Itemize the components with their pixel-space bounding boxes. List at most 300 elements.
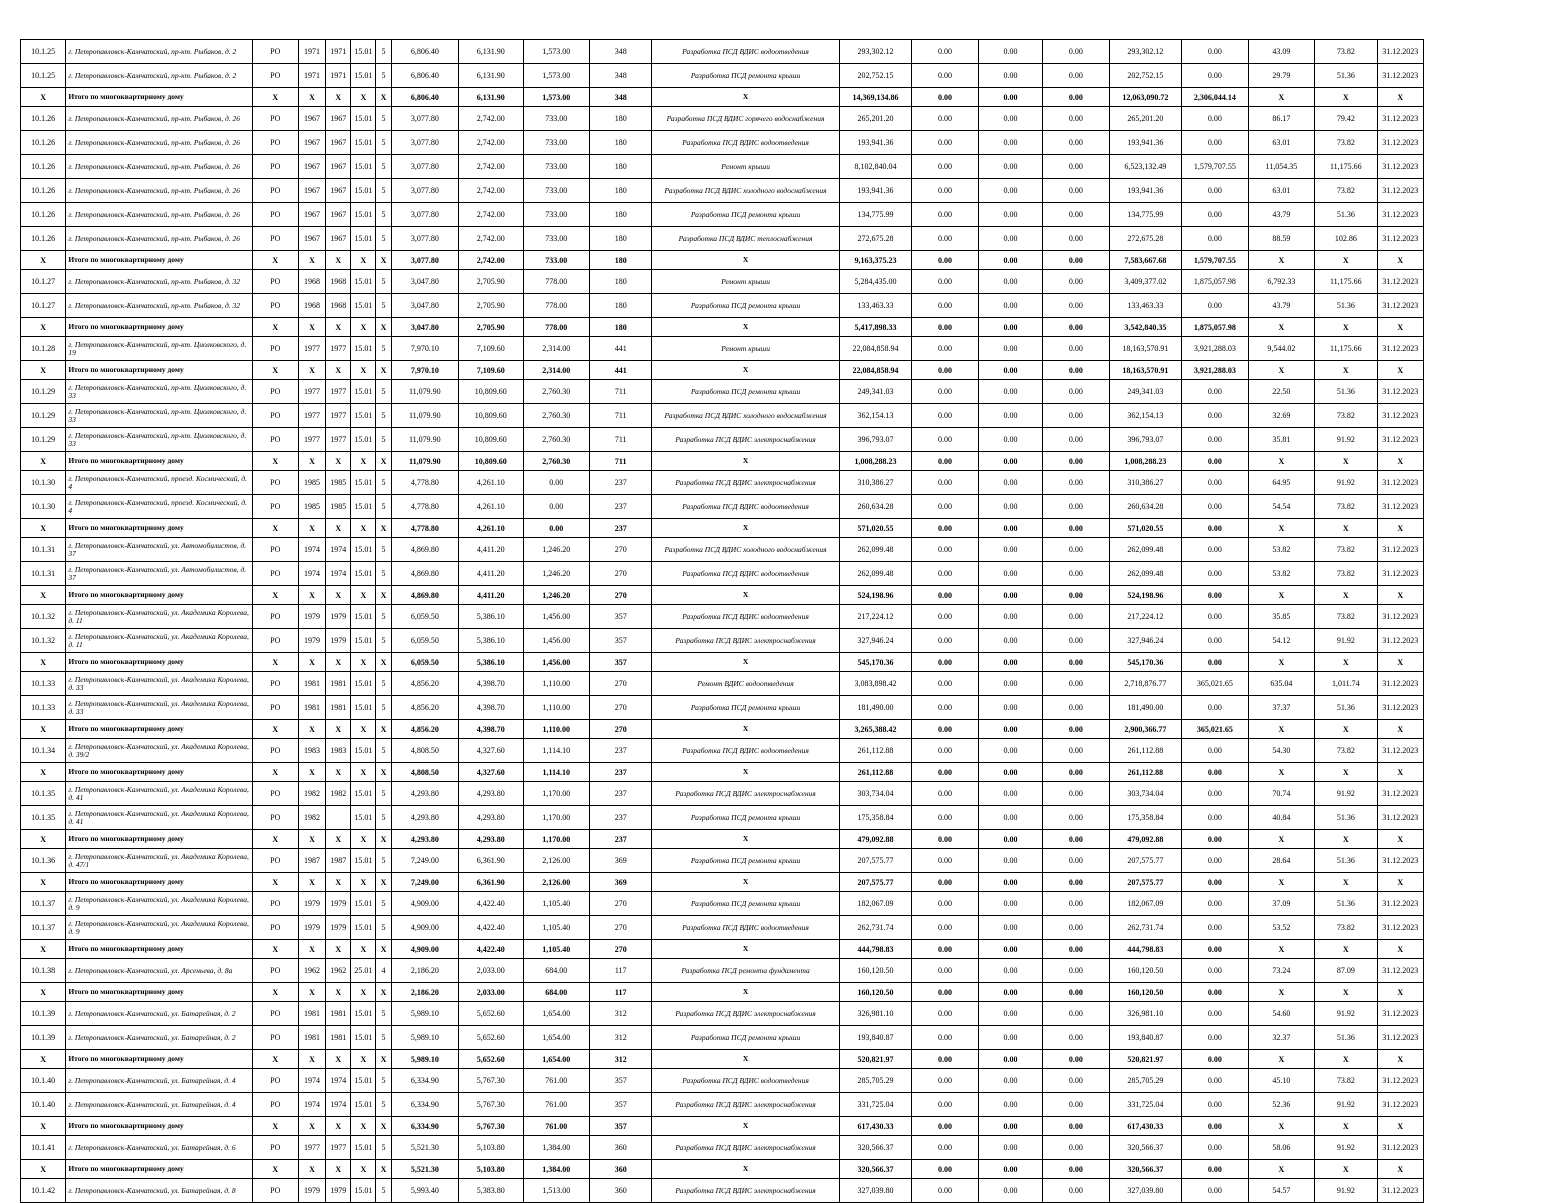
cell-wall-code: X	[351, 519, 376, 538]
cell-floors: 5	[376, 471, 391, 495]
cell-fund-other: 0.00	[1182, 519, 1248, 538]
cell-id: 10.1.34	[21, 739, 66, 763]
cell-cost-total: 3,083,898.42	[839, 672, 912, 696]
cell-residents: 357	[589, 1117, 651, 1136]
cell-residents: 237	[589, 782, 651, 806]
cell-cost-total: 175,358.84	[839, 806, 912, 830]
cell-fund-local: 0.00	[1043, 696, 1109, 720]
cell-fund-federal: 0.00	[912, 227, 978, 251]
cell-fund-other: 0.00	[1182, 179, 1248, 203]
cell-ro: РО	[252, 380, 298, 404]
cell-wall-code: 15.01	[351, 203, 376, 227]
cell-commission-year: X	[326, 586, 351, 605]
cell-fund-owners: 262,731.74	[1109, 916, 1182, 940]
cell-fund-federal: 0.00	[912, 849, 978, 873]
cell-id: X	[21, 519, 66, 538]
cell-limit-per-m2: X	[1315, 1050, 1377, 1069]
cell-area-total: 4,869.80	[391, 538, 458, 562]
cell-deadline: 31.12.2023	[1377, 270, 1423, 294]
cell-residents: 180	[589, 107, 651, 131]
cell-fund-federal: 0.00	[912, 131, 978, 155]
cell-cost-total: 14,369,134.86	[839, 88, 912, 107]
cell-work-type: Разработка ПСД ВДИС электроснабжения	[652, 1179, 839, 1203]
cell-fund-other: 0.00	[1182, 1069, 1248, 1093]
cell-id: 10.1.30	[21, 471, 66, 495]
table-row	[21, 696, 1424, 720]
cell-limit-per-m2: 11,175.66	[1315, 270, 1377, 294]
cell-commission-year: 1967	[326, 179, 351, 203]
cell-floors: 5	[376, 495, 391, 519]
cell-cost-per-m2: 63.01	[1248, 131, 1314, 155]
cell-fund-owners: 18,163,570.91	[1109, 337, 1182, 361]
cell-address: г. Петропавловск-Камчатский, ул. Академика Королева, д. 9	[66, 892, 252, 916]
cell-id: X	[21, 88, 66, 107]
cell-area-living: 4,327.60	[459, 763, 523, 782]
cell-deadline: X	[1377, 88, 1423, 107]
cell-area-living: 2,033.00	[459, 983, 523, 1002]
cell-work-type: Разработка ПСД ремонта крыши	[652, 1026, 839, 1050]
cell-build-year: 1967	[298, 179, 325, 203]
cell-id: 10.1.32	[21, 629, 66, 653]
cell-area-living: 6,131.90	[459, 88, 523, 107]
cell-fund-other: 0.00	[1182, 380, 1248, 404]
cell-fund-local: 0.00	[1043, 270, 1109, 294]
cell-build-year: 1974	[298, 1093, 325, 1117]
cell-wall-code: 15.01	[351, 40, 376, 64]
cell-area-common: 733.00	[523, 107, 589, 131]
cell-floors: X	[376, 983, 391, 1002]
cell-cost-total: 193,840.87	[839, 1026, 912, 1050]
cell-area-common: 1,246.20	[523, 562, 589, 586]
cell-fund-other: 0.00	[1182, 294, 1248, 318]
cell-limit-per-m2: 102.86	[1315, 227, 1377, 251]
cell-residents: 711	[589, 380, 651, 404]
cell-ro: X	[252, 452, 298, 471]
cell-floors: 5	[376, 538, 391, 562]
cell-floors: 4	[376, 959, 391, 983]
cell-residents: 270	[589, 892, 651, 916]
cell-area-total: 5,989.10	[391, 1050, 458, 1069]
cell-cost-per-m2: X	[1248, 1160, 1314, 1179]
cell-cost-per-m2: 35.81	[1248, 428, 1314, 452]
cell-fund-federal: 0.00	[912, 107, 978, 131]
cell-deadline: 31.12.2023	[1377, 806, 1423, 830]
cell-area-living: 7,109.60	[459, 361, 523, 380]
cell-cost-total: 193,941.36	[839, 179, 912, 203]
cell-work-type: Разработка ПСД ВДИС электроснабжения	[652, 471, 839, 495]
cell-wall-code: X	[351, 1117, 376, 1136]
cell-limit-per-m2: 73.82	[1315, 916, 1377, 940]
cell-deadline: 31.12.2023	[1377, 1002, 1423, 1026]
cell-residents: 348	[589, 64, 651, 88]
cell-cost-total: 160,120.50	[839, 983, 912, 1002]
cell-fund-federal: 0.00	[912, 562, 978, 586]
cell-fund-regional: 0.00	[978, 179, 1042, 203]
cell-cost-total: 571,020.55	[839, 519, 912, 538]
cell-fund-regional: 0.00	[978, 873, 1042, 892]
cell-floors: 5	[376, 1026, 391, 1050]
cell-work-type: Разработка ПСД ремонта крыши	[652, 806, 839, 830]
cell-fund-other: 0.00	[1182, 892, 1248, 916]
cell-area-total: 11,079.90	[391, 404, 458, 428]
cell-floors: X	[376, 88, 391, 107]
cell-fund-local: 0.00	[1043, 1160, 1109, 1179]
cell-ro: РО	[252, 294, 298, 318]
cell-floors: 5	[376, 605, 391, 629]
cell-area-common: 1,456.00	[523, 605, 589, 629]
cell-ro: X	[252, 873, 298, 892]
cell-fund-local: 0.00	[1043, 1069, 1109, 1093]
cell-residents: 180	[589, 294, 651, 318]
cell-cost-per-m2: 63.01	[1248, 179, 1314, 203]
cell-limit-per-m2: 87.09	[1315, 959, 1377, 983]
cell-area-total: 7,970.10	[391, 337, 458, 361]
cell-commission-year: 1974	[326, 1093, 351, 1117]
cell-deadline: 31.12.2023	[1377, 1026, 1423, 1050]
cell-residents: 369	[589, 873, 651, 892]
cell-fund-owners: 202,752.15	[1109, 64, 1182, 88]
cell-fund-regional: 0.00	[978, 916, 1042, 940]
cell-cost-per-m2: X	[1248, 653, 1314, 672]
cell-fund-regional: 0.00	[978, 653, 1042, 672]
cell-fund-regional: 0.00	[978, 940, 1042, 959]
cell-deadline: 31.12.2023	[1377, 1069, 1423, 1093]
cell-cost-per-m2: 32.69	[1248, 404, 1314, 428]
cell-limit-per-m2: 91.92	[1315, 1093, 1377, 1117]
cell-id: 10.1.41	[21, 1136, 66, 1160]
cell-residents: 237	[589, 739, 651, 763]
cell-wall-code: X	[351, 452, 376, 471]
cell-area-total: 4,869.80	[391, 562, 458, 586]
cell-cost-total: 520,821.97	[839, 1050, 912, 1069]
cell-area-total: 3,047.80	[391, 294, 458, 318]
cell-ro: X	[252, 1117, 298, 1136]
cell-commission-year: 1971	[326, 40, 351, 64]
cell-commission-year: X	[326, 983, 351, 1002]
cell-work-type: Разработка ПСД ВДИС водоотведения	[652, 1069, 839, 1093]
cell-build-year: 1977	[298, 428, 325, 452]
cell-residents: 270	[589, 696, 651, 720]
cell-fund-local: 0.00	[1043, 294, 1109, 318]
cell-fund-owners: 520,821.97	[1109, 1050, 1182, 1069]
cell-fund-other: 0.00	[1182, 940, 1248, 959]
cell-residents: 180	[589, 251, 651, 270]
cell-floors: 5	[376, 849, 391, 873]
cell-id: 10.1.28	[21, 337, 66, 361]
cell-ro: РО	[252, 605, 298, 629]
cell-area-living: 5,767.30	[459, 1069, 523, 1093]
cell-area-common: 684.00	[523, 959, 589, 983]
cell-fund-other: 0.00	[1182, 538, 1248, 562]
cell-fund-owners: 396,793.07	[1109, 428, 1182, 452]
cell-area-living: 5,767.30	[459, 1117, 523, 1136]
cell-build-year: 1967	[298, 155, 325, 179]
cell-fund-owners: 265,201.20	[1109, 107, 1182, 131]
table-row	[21, 495, 1424, 519]
cell-ro: X	[252, 653, 298, 672]
cell-residents: 237	[589, 495, 651, 519]
cell-cost-per-m2: 70.74	[1248, 782, 1314, 806]
cell-build-year: 1971	[298, 40, 325, 64]
cell-ro: РО	[252, 892, 298, 916]
cell-fund-owners: 12,063,090.72	[1109, 88, 1182, 107]
cell-area-total: 11,079.90	[391, 452, 458, 471]
cell-cost-total: 22,084,858.94	[839, 337, 912, 361]
cell-wall-code: X	[351, 361, 376, 380]
cell-residents: 237	[589, 806, 651, 830]
cell-limit-per-m2: 73.82	[1315, 538, 1377, 562]
cell-area-common: 1,170.00	[523, 806, 589, 830]
cell-cost-per-m2: X	[1248, 519, 1314, 538]
cell-fund-other: 0.00	[1182, 763, 1248, 782]
cell-cost-total: 617,430.33	[839, 1117, 912, 1136]
cell-id: X	[21, 653, 66, 672]
cell-deadline: 31.12.2023	[1377, 538, 1423, 562]
cell-deadline: X	[1377, 983, 1423, 1002]
cell-address: г. Петропавловск-Камчатский, ул. Автомобилистов, д. 37	[66, 562, 252, 586]
cell-area-living: 5,103.80	[459, 1160, 523, 1179]
cell-area-total: 6,059.50	[391, 629, 458, 653]
cell-commission-year: 1967	[326, 155, 351, 179]
table-row	[21, 892, 1424, 916]
cell-limit-per-m2: X	[1315, 88, 1377, 107]
cell-area-total: 4,778.80	[391, 495, 458, 519]
cell-fund-regional: 0.00	[978, 519, 1042, 538]
cell-wall-code: 15.01	[351, 404, 376, 428]
cell-limit-per-m2: X	[1315, 361, 1377, 380]
cell-deadline: 31.12.2023	[1377, 107, 1423, 131]
cell-address: г. Петропавловск-Камчатский, ул. Батарейная, д. 8	[66, 1179, 252, 1203]
cell-limit-per-m2: 91.92	[1315, 1136, 1377, 1160]
cell-fund-regional: 0.00	[978, 1050, 1042, 1069]
cell-floors: 5	[376, 40, 391, 64]
cell-area-common: 2,760.30	[523, 380, 589, 404]
cell-area-total: 4,909.00	[391, 940, 458, 959]
cell-build-year: 1985	[298, 471, 325, 495]
cell-fund-other: 0.00	[1182, 40, 1248, 64]
cell-fund-other: 0.00	[1182, 849, 1248, 873]
table-row	[21, 562, 1424, 586]
cell-ro: РО	[252, 782, 298, 806]
cell-fund-local: 0.00	[1043, 892, 1109, 916]
cell-id: 10.1.35	[21, 782, 66, 806]
cell-fund-local: 0.00	[1043, 337, 1109, 361]
cell-fund-federal: 0.00	[912, 830, 978, 849]
cell-fund-owners: 479,092.88	[1109, 830, 1182, 849]
cell-cost-total: 265,201.20	[839, 107, 912, 131]
cell-fund-owners: 524,198.96	[1109, 586, 1182, 605]
cell-fund-regional: 0.00	[978, 1026, 1042, 1050]
cell-fund-other: 0.00	[1182, 1160, 1248, 1179]
cell-fund-regional: 0.00	[978, 251, 1042, 270]
table-row	[21, 1136, 1424, 1160]
cell-address: г. Петропавловск-Камчатский, проезд. Космический, д. 4	[66, 495, 252, 519]
cell-id: 10.1.40	[21, 1093, 66, 1117]
cell-deadline: 31.12.2023	[1377, 739, 1423, 763]
cell-fund-local: 0.00	[1043, 739, 1109, 763]
capital-repair-table	[20, 39, 1424, 1203]
cell-work-type: Разработка ПСД ВДИС водоотведения	[652, 562, 839, 586]
cell-cost-per-m2: 37.37	[1248, 696, 1314, 720]
cell-area-living: 4,293.80	[459, 830, 523, 849]
cell-cost-per-m2: X	[1248, 720, 1314, 739]
cell-ro: РО	[252, 270, 298, 294]
table-row	[21, 916, 1424, 940]
cell-wall-code: 15.01	[351, 892, 376, 916]
cell-work-type: X	[652, 873, 839, 892]
cell-floors: 5	[376, 562, 391, 586]
total-row	[21, 940, 1424, 959]
cell-build-year: X	[298, 830, 325, 849]
table-row	[21, 404, 1424, 428]
cell-work-type: X	[652, 519, 839, 538]
cell-limit-per-m2: X	[1315, 940, 1377, 959]
cell-work-type: X	[652, 1117, 839, 1136]
cell-address: Итого по многоквартирному дому	[66, 251, 252, 270]
cell-address: Итого по многоквартирному дому	[66, 940, 252, 959]
cell-area-common: 1,105.40	[523, 916, 589, 940]
cell-fund-local: 0.00	[1043, 959, 1109, 983]
cell-deadline: 31.12.2023	[1377, 629, 1423, 653]
cell-fund-federal: 0.00	[912, 1136, 978, 1160]
cell-floors: 5	[376, 179, 391, 203]
total-row	[21, 830, 1424, 849]
cell-work-type: Разработка ПСД ВДИС холодного водоснабжения	[652, 179, 839, 203]
cell-cost-per-m2: 45.10	[1248, 1069, 1314, 1093]
cell-build-year: X	[298, 873, 325, 892]
cell-build-year: 1987	[298, 849, 325, 873]
cell-fund-regional: 0.00	[978, 720, 1042, 739]
cell-fund-regional: 0.00	[978, 131, 1042, 155]
cell-residents: 270	[589, 720, 651, 739]
cell-cost-total: 9,163,375.23	[839, 251, 912, 270]
cell-residents: 357	[589, 653, 651, 672]
cell-area-total: 2,186.20	[391, 983, 458, 1002]
cell-area-common: 778.00	[523, 270, 589, 294]
cell-fund-local: 0.00	[1043, 404, 1109, 428]
cell-limit-per-m2: 73.82	[1315, 739, 1377, 763]
cell-floors: X	[376, 318, 391, 337]
cell-ro: РО	[252, 428, 298, 452]
cell-cost-per-m2: 43.09	[1248, 40, 1314, 64]
cell-fund-regional: 0.00	[978, 40, 1042, 64]
cell-id: 10.1.36	[21, 849, 66, 873]
cell-fund-regional: 0.00	[978, 294, 1042, 318]
table-row	[21, 1093, 1424, 1117]
cell-fund-regional: 0.00	[978, 1160, 1042, 1179]
cell-work-type: Разработка ПСД ВДИС электроснабжения	[652, 629, 839, 653]
cell-wall-code: X	[351, 1050, 376, 1069]
cell-id: X	[21, 873, 66, 892]
cell-area-total: 4,293.80	[391, 806, 458, 830]
cell-area-total: 4,909.00	[391, 892, 458, 916]
cell-deadline: 31.12.2023	[1377, 1136, 1423, 1160]
cell-fund-federal: 0.00	[912, 471, 978, 495]
cell-address: г. Петропавловск-Камчатский, ул. Батарейная, д. 2	[66, 1002, 252, 1026]
cell-fund-other: 0.00	[1182, 404, 1248, 428]
cell-cost-per-m2: 43.79	[1248, 294, 1314, 318]
cell-fund-other: 0.00	[1182, 1093, 1248, 1117]
cell-area-living: 5,652.60	[459, 1050, 523, 1069]
cell-ro: X	[252, 586, 298, 605]
cell-deadline: X	[1377, 830, 1423, 849]
cell-deadline: 31.12.2023	[1377, 227, 1423, 251]
cell-wall-code: 15.01	[351, 1026, 376, 1050]
cell-wall-code: 15.01	[351, 270, 376, 294]
cell-work-type: X	[652, 586, 839, 605]
table-row	[21, 605, 1424, 629]
cell-wall-code: X	[351, 983, 376, 1002]
cell-area-total: 4,856.20	[391, 696, 458, 720]
cell-area-total: 7,249.00	[391, 873, 458, 892]
cell-fund-local: 0.00	[1043, 1179, 1109, 1203]
cell-area-total: 4,869.80	[391, 586, 458, 605]
cell-cost-total: 207,575.77	[839, 849, 912, 873]
cell-fund-federal: 0.00	[912, 538, 978, 562]
cell-ro: X	[252, 1050, 298, 1069]
cell-area-total: 4,778.80	[391, 471, 458, 495]
cell-area-total: 4,778.80	[391, 519, 458, 538]
cell-id: X	[21, 1050, 66, 1069]
cell-area-living: 10,809.60	[459, 428, 523, 452]
cell-cost-total: 545,170.36	[839, 653, 912, 672]
cell-fund-other: 0.00	[1182, 203, 1248, 227]
cell-commission-year: 1967	[326, 107, 351, 131]
cell-address: г. Петропавловск-Камчатский, пр-кт. Циолковского, д. 33	[66, 380, 252, 404]
total-row	[21, 318, 1424, 337]
cell-cost-total: 272,675.28	[839, 227, 912, 251]
cell-residents: 441	[589, 337, 651, 361]
cell-fund-regional: 0.00	[978, 586, 1042, 605]
cell-fund-other: 365,021.65	[1182, 720, 1248, 739]
cell-deadline: X	[1377, 251, 1423, 270]
cell-area-common: 778.00	[523, 294, 589, 318]
cell-deadline: 31.12.2023	[1377, 404, 1423, 428]
cell-fund-other: 0.00	[1182, 873, 1248, 892]
cell-build-year: X	[298, 1160, 325, 1179]
cell-ro: X	[252, 763, 298, 782]
cell-fund-federal: 0.00	[912, 892, 978, 916]
cell-address: г. Петропавловск-Камчатский, пр-кт. Рыбаков, д. 32	[66, 270, 252, 294]
cell-address: г. Петропавловск-Камчатский, ул. Батарейная, д. 4	[66, 1093, 252, 1117]
cell-ro: X	[252, 983, 298, 1002]
cell-fund-local: 0.00	[1043, 940, 1109, 959]
cell-commission-year: 1971	[326, 64, 351, 88]
cell-fund-owners: 249,341.03	[1109, 380, 1182, 404]
cell-fund-local: 0.00	[1043, 64, 1109, 88]
cell-fund-local: 0.00	[1043, 1002, 1109, 1026]
cell-floors: X	[376, 452, 391, 471]
cell-fund-regional: 0.00	[978, 983, 1042, 1002]
cell-limit-per-m2: 51.36	[1315, 1026, 1377, 1050]
cell-cost-total: 8,102,840.04	[839, 155, 912, 179]
cell-area-common: 1,654.00	[523, 1050, 589, 1069]
cell-area-total: 3,077.80	[391, 203, 458, 227]
cell-address: г. Петропавловск-Камчатский, пр-кт. Рыбаков, д. 26	[66, 155, 252, 179]
cell-area-living: 6,361.90	[459, 849, 523, 873]
cell-commission-year: X	[326, 251, 351, 270]
cell-deadline: X	[1377, 1117, 1423, 1136]
cell-area-living: 4,411.20	[459, 562, 523, 586]
cell-fund-owners: 444,798.83	[1109, 940, 1182, 959]
cell-limit-per-m2: 73.82	[1315, 562, 1377, 586]
cell-cost-per-m2: X	[1248, 983, 1314, 1002]
cell-fund-federal: 0.00	[912, 605, 978, 629]
cell-wall-code: 15.01	[351, 380, 376, 404]
cell-commission-year: 1979	[326, 1179, 351, 1203]
table-row	[21, 806, 1424, 830]
cell-commission-year: 1967	[326, 131, 351, 155]
